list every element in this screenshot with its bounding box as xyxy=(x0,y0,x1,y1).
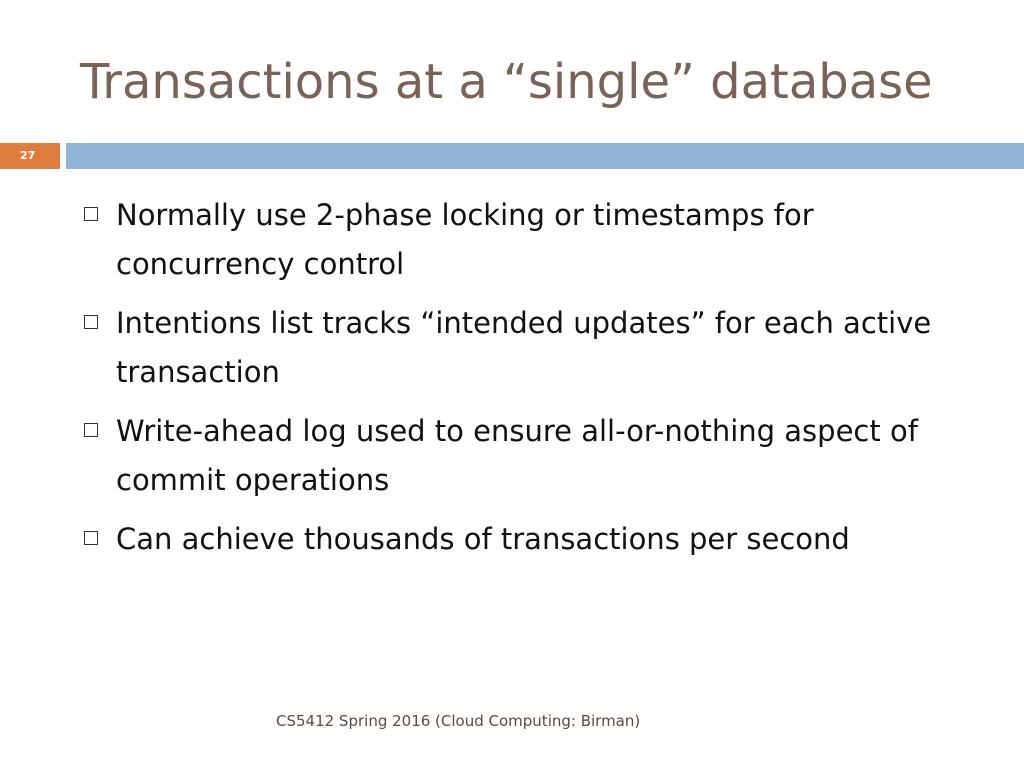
header-divider-bar xyxy=(66,143,1024,169)
bullet-text: Normally use 2-phase locking or timestamps for concurrency control xyxy=(116,198,814,281)
bullet-item xyxy=(80,299,980,397)
square-bullet-icon xyxy=(84,207,98,221)
bullet-item xyxy=(80,515,980,564)
slide-title: Transactions at a “single” database xyxy=(80,54,933,110)
bullet-text: Write-ahead log used to ensure all-or-nothing aspect of commit operations xyxy=(116,414,918,497)
slide-number-badge: 27 xyxy=(0,143,60,169)
square-bullet-icon xyxy=(84,423,98,437)
slide-footer: CS5412 Spring 2016 (Cloud Computing: Birman) xyxy=(276,712,641,730)
bullet-list xyxy=(80,191,980,574)
bullet-text: Can achieve thousands of transactions per second xyxy=(116,522,850,556)
bullet-item xyxy=(80,191,980,289)
bullet-item xyxy=(80,407,980,505)
bullet-text: Intentions list tracks “intended updates” for each active transaction xyxy=(116,306,932,389)
square-bullet-icon xyxy=(84,531,98,545)
square-bullet-icon xyxy=(84,315,98,329)
